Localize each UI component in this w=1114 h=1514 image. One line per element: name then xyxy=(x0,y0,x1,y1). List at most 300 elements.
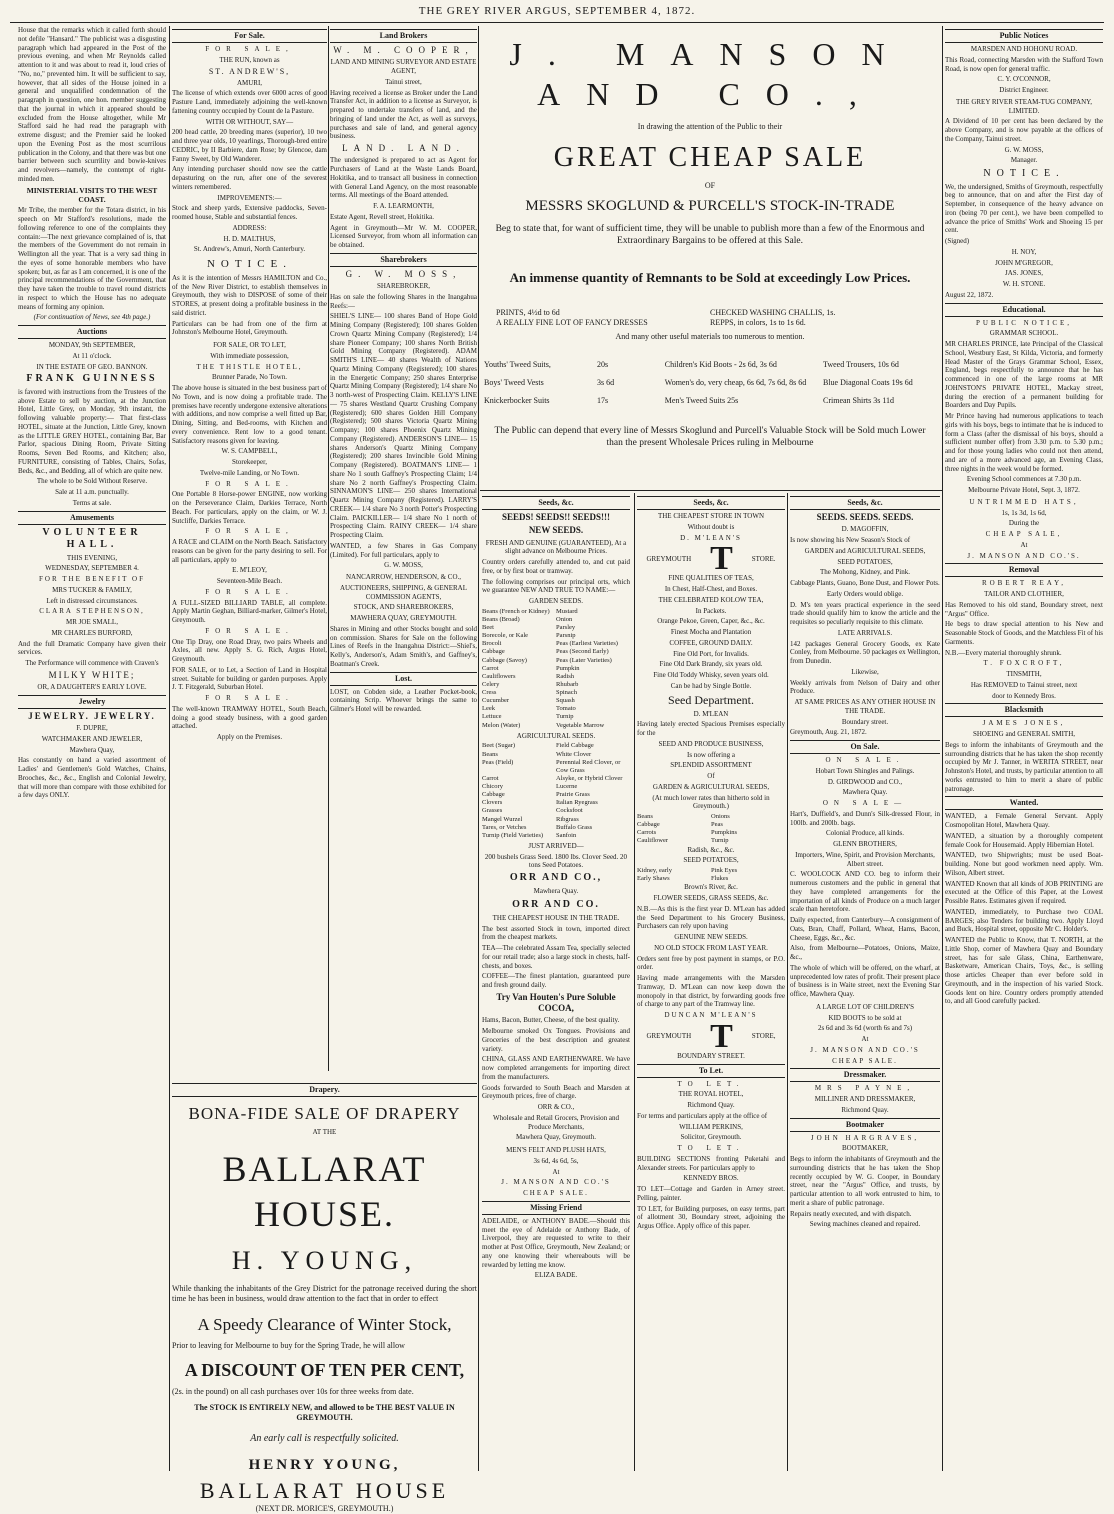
improvements: IMPROVEMENTS:— xyxy=(217,193,282,202)
garden-seed-item: Peas (Second Early) xyxy=(556,648,609,656)
kolow: THE CELEBRATED KOLOW TEA, xyxy=(658,595,764,604)
garden-seed-item: Beans (French or Kidney) xyxy=(482,607,550,615)
garden-seed-item: Cabbage (Savoy) xyxy=(482,656,527,664)
offering: Is now offering a xyxy=(687,750,735,759)
engineer: District Engineer. xyxy=(999,86,1049,94)
canterbury: Daily expected, from Canterbury—A consignment of Oats, Bran, Chaff, Pollard, Wheat, Hams, Bacon, Cheese, Eggs, &c., &c. xyxy=(790,916,940,942)
speedy-clearance: A Speedy Clearance of Winter Stock, xyxy=(197,1314,452,1334)
address: ADDRESS: xyxy=(232,223,267,232)
fine-lot: A REALLY FINE LOT OF FANCY DRESSES xyxy=(496,317,648,327)
garden-seed-item: Pumpkin xyxy=(556,664,580,672)
auctioneer-name: FRANK GUINNESS xyxy=(26,373,158,385)
section-drapery: Drapery. xyxy=(172,1083,477,1097)
garden-seed-item: Beet xyxy=(482,624,494,631)
browns: Brown's River, &c. xyxy=(684,883,738,892)
flower: FLOWER SEEDS, GRASS SEEDS, &c. xyxy=(653,894,769,902)
mocha: Finest Mocha and Plantation xyxy=(670,628,752,636)
manager: Manager. xyxy=(1010,156,1038,165)
shares-list: SHIEL'S LINE— 100 shares Band of Hope Gold Mining Company (Registered); 100 shares Golden Crown Quartz Mining Company (Registered); 1/4 share Pioneer Company; 100 shares North British Gold Mining Company (Registered). ADAM SMITH'S LINE— 40 shares Wealth of Nations Quartz Mining Company (Registered); 100 shares in the Energetic Company; 250 shares Enterprise Quartz Mining Company (Registered); 1/4 share No 3 north-west of Prospecting Claim. KELLY'S LINE— 75 shares Westland Quartz Crushing Company (Registered); 600 shares Golden Hill Company (Registered); 500 shares Victoria Quartz Mining Company; 100 shares Phoenix Quartz Mining Company (Registered). ANDERSON'S LINE— 15 shares Anderson's Quartz Mining Company (Registered); 200 shares Invincible Gold Mining Company (Registered). BOATMAN'S LINE— 1 share No 1 south Gaffney's Prospecting Claim; 1/4 share No 2 north Gaffney's Prospecting Claim. SINNAMON'S LINE— 250 shares International Quartz Mining Company (Registered). LARRY'S CREEK— 1/4 share No 3 north Potter's Prospecting Claim. PAICKILLER— 1/4 share No 1 north of Prospecting Claim. RAINY CREEK— 1/4 share Prospecting Claim. xyxy=(330,312,477,539)
list-intro: The following comprises our principal orts, which we guarantee NEW AND TRUE TO NAME:— xyxy=(482,577,630,595)
store: STORE. xyxy=(751,554,776,563)
h-young: H. YOUNG, xyxy=(231,1246,418,1275)
malthus: H. D. MALTHUS, xyxy=(223,234,276,243)
public-line: The Public can depend that every line of Messrs Skoglund and Purcell's Valuable Stock will be Sold much Lower than the present Wholesale Prices ruling in Melbourne xyxy=(494,425,926,448)
duncan-store-row xyxy=(637,1017,785,1055)
colonial: Colonial Produce, all kinds. xyxy=(826,829,904,838)
milliner: MILLINER AND DRESSMAKER, xyxy=(814,1095,916,1103)
hats5-prices: 1s, 1s 3d, 1s 6d, xyxy=(1001,508,1047,517)
hats-manson: J. MANSON AND CO.'S xyxy=(501,1178,611,1187)
price-cell: Blue Diagonal Coats 19s 6d xyxy=(823,377,913,387)
section-to-let: To Let. xyxy=(637,1064,785,1078)
run-amuri: AMURI, xyxy=(236,78,263,87)
garden-seed-item: Squash xyxy=(556,697,575,705)
payne: MRS PAYNE, xyxy=(814,1084,916,1093)
section-jewelry: Jewelry xyxy=(18,695,166,709)
stock-new: The STOCK IS ENTIRELY NEW, and allowed to be THE BEST VALUE IN GREYMOUTH. xyxy=(194,1403,455,1423)
at5: At xyxy=(1020,540,1028,549)
dgreymouth: GREYMOUTH xyxy=(646,1032,692,1041)
oconnor: C. Y. O'CONNOR, xyxy=(997,75,1051,84)
tinsmith: TINSMITH, xyxy=(1006,670,1042,678)
mawhera: Mawhera Quay, xyxy=(69,745,115,754)
goods: Goods forwarded to South Beach and Marsden at Greymouth prices, free of charge. xyxy=(482,1083,630,1101)
wanted-ad: WANTED Known that all kinds of JOB PRINTING are executed at the Office of this Paper, at the Lowest Possible Rates. Estimates given if required. xyxy=(945,879,1103,905)
arrivals: LATE ARRIVALS. xyxy=(837,628,893,637)
section-wanted: Wanted. xyxy=(945,796,1103,810)
reay: ROBERT REAY, xyxy=(981,579,1067,588)
garden-seed-item: Carrot xyxy=(482,664,499,672)
run-stock: 200 head cattle, 20 breeding mares (superior), 10 two and three year olds, 10 yearlings, Thorough-bred entire CEDRIC, by II Barbiere, dam Rose; by Glencoe, dam Fanny Sweet, by Old Wanderer. xyxy=(172,128,327,163)
garden-seed-item: Onion xyxy=(556,615,573,623)
orr2-title: ORR AND CO. xyxy=(512,899,600,911)
orr3-addr: Mawhera Quay, Greymouth. xyxy=(515,1133,597,1142)
nancarrow-body: Shares in Mining and other Stocks bought and sold on commission. Shares for Sale on the following Lines of Reefs in the Inangahua District:—Shiel's, Kelly's, Anderson's, Adam Smith's, and Gaffney's, Boatman's Creek. xyxy=(330,624,477,668)
learmonth: F. A. LEARMONTH, xyxy=(373,202,434,210)
seeds3-title: SEEDS. SEEDS. SEEDS. xyxy=(816,512,914,522)
hart: Hart's, Duffield's, and Dunn's Silk-dressed Flour, in 100lb. and 200lb. bags. xyxy=(790,809,940,827)
tailor: TAILOR AND CLOTHIER, xyxy=(984,590,1064,598)
seed-dept: Seed Department. xyxy=(668,692,754,707)
duncan: DUNCAN M'LEAN'S xyxy=(664,1011,758,1019)
benefit: FOR THE BENEFIT OF xyxy=(39,575,145,583)
tram-apply: Apply on the Premises. xyxy=(216,733,283,741)
nancarrow-title: NANCARROW, HENDERSON, & CO., xyxy=(345,573,462,581)
garden-seed-item: Cabbage xyxy=(482,648,505,656)
showing: Is now showing his New Season's Stock of xyxy=(790,536,911,544)
date3: Greymouth, Aug. 21, 1872. xyxy=(790,728,867,737)
tram-body: The well-known TRAMWAY HOTEL, South Beach, doing a good steady business, with a good garden attached. xyxy=(172,704,327,731)
column-public-notices xyxy=(945,26,1103,1471)
agri-seed-item: Buffalo Grass xyxy=(556,823,593,831)
door: door to Kennedy Bros. xyxy=(992,691,1056,700)
dray-title: FOR SALE. xyxy=(205,626,294,635)
perkins: WILLIAM PERKINS, xyxy=(679,1122,743,1131)
agri-seed-item: Peas (Field) xyxy=(482,758,514,766)
boundary3: Boundary street. xyxy=(841,717,889,726)
garden-seed-item: Vegetable Marrow xyxy=(556,721,605,729)
splendid: SPLENDID ASSORTMENT xyxy=(670,761,752,770)
price-cell: Crimean Shirts 3s 11d xyxy=(823,395,895,405)
price-cell: Boys' Tweed Vests xyxy=(484,377,544,387)
veg-seed-item: Pumpkins xyxy=(711,829,738,837)
boots: KID BOOTS to be sold at xyxy=(828,1013,902,1022)
garden-seed-item: Turnip xyxy=(556,713,574,721)
seeds-title: SEEDS! SEEDS!! SEEDS!!! xyxy=(501,512,611,522)
woolcock: C. WOOLCOCK AND CO. beg to inform their numerous customers and the public in general that they have completed arrangements for the importation of all kinds of Produce on a much larger scale than heretofore. xyxy=(790,870,940,914)
auction-estate: IN THE ESTATE OF GEO. BANNON. xyxy=(36,362,148,371)
agri-seed-item: Cabbage xyxy=(482,791,505,799)
brandy: Fine Old Dark Brandy, six years old. xyxy=(659,660,763,669)
veg-seed-item: Beans xyxy=(637,813,653,820)
auction-note: The whole to be Sold Without Reserve. xyxy=(36,477,148,486)
price-cell: Children's Kid Boots - 2s 6d, 3s 6d xyxy=(664,359,777,369)
garden-seed-item: Brocoli xyxy=(482,640,502,648)
masthead-rule xyxy=(10,22,1104,23)
evening: Evening School commences at 7.30 p.m. xyxy=(966,475,1082,484)
skoglund-title: MESSRS SKOGLUND & PURCELL'S STOCK-IN-TRADE xyxy=(525,198,895,214)
build-title: TO LET. xyxy=(677,1144,745,1152)
agri-seed-item: Chicory xyxy=(482,783,503,790)
agri-seed-item: Italian Ryegrass xyxy=(556,799,598,807)
hart-title: ON SALE— xyxy=(822,799,908,807)
agri-seed-item: Tares, or Vetches xyxy=(482,823,527,831)
wanted-ad: WANTED, a Female General Servant. Apply Cosmopolitan Hotel, Mawhera Quay. xyxy=(945,812,1103,829)
garden-seed-item: Radish xyxy=(556,672,575,680)
cabbage: Cabbage Plants, Guano, Bone Dust, and Flower Pots. xyxy=(790,579,940,587)
prince2: Mr Prince having had numerous applications to teach girls with his boys, begs to intimate that he is induced to form a Class (after the dismissal of his boys, should a sufficient number offer) from 3.30 p.m. to 5.30 p.m.; and for those young ladies who could not then attend, and are of a more advanced age, an Evening Class, three nights in the week would be formed. xyxy=(945,412,1103,473)
nb: N.B.—As this is the first year D. M'Lean has added the Seed Department to his Grocery Business, Purchasers can rely upon having xyxy=(637,904,785,931)
moss-title: G. W. MOSS, xyxy=(345,268,462,279)
column-seeds-mlean xyxy=(637,493,785,1471)
boots-title: A LARGE LOT OF CHILDREN'S xyxy=(816,1002,914,1011)
potato-item: Kidney, early xyxy=(637,867,672,874)
port: Fine Old Port, for Invalids. xyxy=(673,649,749,658)
run-title: FOR SALE, xyxy=(205,45,294,53)
thistle-body: The above house is situated in the best business part of No Town, and is now doing a profitable trade. The premises have recently undergone extensive alterations with additions, and now comprise a well fitted up Bar, Dining, Sitting, and Bed-rooms, with Kitchen and every convenience. Rent low to a good tenant. Satisfactory reasons given for leaving. xyxy=(172,384,327,445)
jones: JAMES JONES, xyxy=(982,719,1066,728)
boots-manson: J. MANSON AND CO.'S xyxy=(810,1045,920,1054)
steam: THE GREY RIVER STEAM-TUG COMPANY, LIMITED. xyxy=(955,97,1093,115)
perkins-title: Solicitor, Greymouth. xyxy=(680,1133,742,1142)
thistle-addr: Brunner Parade, No Town. xyxy=(211,373,287,382)
agri-seed-item: White Clover xyxy=(556,750,592,758)
same-prices: AT SAME PRICES AS ANY OTHER HOUSE IN THE TRADE. xyxy=(794,698,936,715)
wanted-ad: WANTED, immediately, to Purchase two COAL BARGES; also Tenders for building two. Apply Lloyd and Buck, Hospital street, opposite Mr C. Holder's. xyxy=(945,907,1103,934)
mleoy: E. M'LEOY, xyxy=(232,566,267,575)
signed: (Signed) xyxy=(945,237,970,245)
dray-body: One Tip Dray, one Road Dray, two pairs Wheels and Axles, all new. Apply S. G. Rich, Argus Hotel, Greymouth. xyxy=(172,637,327,663)
column-news xyxy=(18,26,166,1471)
section-lost: Lost. xyxy=(330,672,477,686)
garden-seed-item: Parsnip xyxy=(556,632,576,640)
moss-intro: Has on sale the following Shares in the Inangahua Reefs:— xyxy=(330,292,477,310)
column-rule xyxy=(634,493,635,1471)
hats-prices: 3s 6d, 4s 6d, 5s, xyxy=(533,1156,579,1165)
hats-title: MEN'S FELT AND PLUSH HATS, xyxy=(506,1146,606,1155)
road: This Road, connecting Marsden with the Stafford Town Road, is now open for general traffic. xyxy=(945,55,1103,73)
teas: FINE QUALITIES OF TEAS, xyxy=(668,574,754,583)
engine-body: One Portable 8 Horse-power ENGINE, now working on the Perseverance Claim, Darkies Terrace, North Beach. For particulars, apply on the claim, or W. J. Sutcliffe, Darkies Terrace. xyxy=(172,490,327,525)
manson-title: J. MANSON AND CO., xyxy=(509,36,911,112)
tramway: Having made arrangements with the Marsden Tramway, D. M'Lean can now keep down the monopoly in that district, by forwarding goods free of charge to any part of the Tramway line. xyxy=(637,974,785,1009)
section-seeds: Seeds, &c. xyxy=(637,496,785,510)
veg-seed-item: Turnip xyxy=(711,837,729,845)
billiard-title: FOR SALE. xyxy=(205,587,294,596)
column-rule xyxy=(328,26,329,1071)
china: CHINA, GLASS AND EARTHENWARE. We have now completed arrangements for importing direct from the manufacturers. xyxy=(482,1055,630,1081)
garden-seed-item: Parsley xyxy=(556,624,576,631)
hobart: Hobart Town Shingles and Palings. xyxy=(815,766,915,775)
orr-co: ORR & CO., xyxy=(537,1103,575,1112)
burford: MR CHARLES BURFORD, xyxy=(51,628,133,637)
section-on-sale: On Sale. xyxy=(790,740,940,754)
signatory: H. NOY, xyxy=(1011,247,1037,256)
section-public-notices: Public Notices xyxy=(945,29,1103,43)
moss-wanted: WANTED, a few Shares in Gas Company (Limited). For full particulars, apply to xyxy=(330,541,477,559)
signatory: JOHN M'GREGOR, xyxy=(995,258,1053,267)
boots-at: At xyxy=(861,1035,869,1043)
kennedy: KENNEDY BROS. xyxy=(683,1174,739,1183)
column-seeds-orr xyxy=(482,493,630,1471)
hargraves-title: BOOTMAKER, xyxy=(841,1144,889,1153)
whisky: Fine Old Toddy Whisky, seven years old. xyxy=(653,671,769,679)
section-auctions: Auctions xyxy=(18,325,166,339)
notice-particulars: Particulars can be had from one of the firm at Johnston's Melbourne Hotel, Greymouth. xyxy=(172,319,327,337)
signatory: W. H. STONE. xyxy=(1002,280,1046,288)
glenn-sub: Importers, Wine, Spirit, and Provision Merchants, Albert street. xyxy=(795,850,935,868)
wednesday: WEDNESDAY, SEPTEMBER 4. xyxy=(45,564,139,573)
learmonth-addr: Estate Agent, Revell street, Hokitika. xyxy=(330,212,435,221)
joe-small: MR JOE SMALL, xyxy=(66,618,118,626)
campbell-addr: Twelve-mile Landing, or No Town. xyxy=(199,468,300,477)
potato-item: Early Shaws xyxy=(637,875,670,883)
garden-seed-item: Melon (Water) xyxy=(482,721,521,729)
garden-seeds: GARDEN SEEDS. xyxy=(528,597,584,605)
dramatic: And the full Dramatic Company have given their services. xyxy=(18,639,166,657)
gmoss: G. W. MOSS, xyxy=(1004,145,1044,154)
performance: The Performance will commence with Craven's xyxy=(25,659,159,667)
garden-seed-item: Leek xyxy=(482,705,495,713)
hotel: Melbourne Private Hotel, Sept. 3, 1872. xyxy=(968,486,1080,494)
section-land-brokers: Land Brokers xyxy=(330,29,477,43)
cheapest-store: THE CHEAPEST STORE IN TOWN xyxy=(657,512,765,520)
tee-glyph: T xyxy=(710,540,733,578)
auction-terms: Terms at sale. xyxy=(72,498,112,507)
tram-title: FOR SALE. xyxy=(205,694,294,702)
clara: CLARA STEPHENSON, xyxy=(39,607,145,616)
garden3: GARDEN and AGRICULTURAL SEEDS, xyxy=(804,546,926,555)
section-amusements: Amusements xyxy=(18,511,166,525)
daughter: OR, A DAUGHTER'S EARLY LOVE. xyxy=(37,683,147,691)
race-body: A RACE and CLAIM on the North Beach. Satisfactory reasons can be given for the party desiring to sell. For all particulars, apply to xyxy=(172,538,327,564)
nancarrow-sub: AUCTIONEERS, SHIPPING, & GENERAL COMMISSION AGENTS, xyxy=(340,583,467,601)
veg-seed-item: Cauliflower xyxy=(637,837,669,845)
onsale-title: ON SALE. xyxy=(825,756,905,764)
tainui: Has REMOVED to Tainui street, next xyxy=(970,680,1078,689)
henry-young: HENRY YOUNG, xyxy=(248,1456,401,1473)
price-cell: Men's Tweed Suits 25s xyxy=(664,395,739,405)
wholesale: Wholesale and Retail Grocers, Provision and Produce Merchants, xyxy=(493,1113,619,1131)
garden-seed-item: Spinach xyxy=(556,689,577,696)
potato-item: Flukes xyxy=(711,875,729,883)
drapery-advertisement xyxy=(172,1080,477,1514)
column-brokers xyxy=(330,26,477,1076)
column-rule xyxy=(942,26,943,1471)
continuation-note: (For continuation of News, see 4th page.) xyxy=(33,313,151,322)
section-seeds: Seeds, &c. xyxy=(790,496,940,510)
price-cell: Women's do, very cheap, 6s 6d, 7s 6d, 8s 6d xyxy=(664,377,807,387)
of: Of xyxy=(707,772,715,780)
wanted-ad: WANTED the Public to Know, that T. NORTH, at the Little Shop, corner of Mawhera Quay and Boundary street, has for sale Glass, China, Earthenware, Basketware, American Chairs, Toys, &c., is selling those articles Cheaper than ever before sold in Greymouth, and in the inspection of his varied Stock. Goods lent on hire. Country orders promptly attended to, and all Good carefully packed. xyxy=(945,936,1103,1006)
garden-seed-item: Lettuce xyxy=(482,713,502,721)
coffee-daily: COFFEE, GROUND DAILY. xyxy=(669,638,753,647)
royal-terms: For terms and particulars apply at the office of xyxy=(637,1111,768,1120)
repps-price: REPPS, in colors, 1s to 1s 6d. xyxy=(710,317,806,327)
hams: Hams, Bacon, Butter, Cheese, of the best quality. xyxy=(482,1016,620,1025)
moss-sub: SHAREBROKER, xyxy=(376,282,431,290)
garden-seed-item: Borecole, or Kale xyxy=(482,632,529,640)
engine-title: FOR SALE. xyxy=(205,479,294,488)
veg-seed-item: Onions xyxy=(711,813,730,820)
potato-item: Pink Eyes xyxy=(711,867,738,874)
girdwood: D. GIRDWOOD and CO., xyxy=(827,777,903,786)
cooper-addr: Tainui street, xyxy=(385,77,422,86)
new-seeds: NEW SEEDS. xyxy=(528,525,584,536)
garden-seed-item: Cucumber xyxy=(482,697,510,705)
prints-price: PRINTS, 4½d to 6d xyxy=(496,307,560,317)
boots-prices: 2s 6d and 3s 6d (worth 6s and 7s) xyxy=(817,1024,913,1033)
genuine: GENUINE NEW SEEDS. xyxy=(674,933,748,941)
agri-seed-item: Carrot xyxy=(482,774,499,782)
cheapest: THE CHEAPEST HOUSE IN THE TRADE. xyxy=(492,913,620,922)
section-body: FOR SALE, or to Let, a Section of Land in Hospital street. Suitable for building or garden purposes. Apply J. T. Fitzgerald, Suburban Hotel. xyxy=(172,665,327,692)
watchmaker: WATCHMAKER AND JEWELER, xyxy=(41,734,143,743)
auction-body: is favored with instructions from the Trustees of the above Estate to sell by auction, at the Junction Hotel, Little Grey, on Monday, 9th instant, the following valuable property:— That first-class HOTEL, situate at the Junction, Little Grey, known as the LITTLE GREY HOTEL, containing Bar, Bar Parlor, spacious Dining Room, Private Sitting Rooms, Seven Bed Rooms, and Kitchen; also, FURNITURE, consisting of Tables, Chairs, Sofas, Beds, &c., and Bedding, all of which are quite new. xyxy=(18,387,166,475)
greymouth-store-row xyxy=(637,540,785,578)
column-rule xyxy=(787,493,788,1471)
agri-seed-item: Field Cabbage xyxy=(556,742,594,750)
mlean: D. M'LEAN'S xyxy=(680,533,742,542)
mohong: The Mohong, Kidney, and Pink. xyxy=(820,568,910,577)
van-houten: Try Van Houten's Pure Soluble COCOA, xyxy=(496,991,616,1014)
remnants-line: An immense quantity of Remnants to be Sold at exceedingly Low Prices. xyxy=(509,269,911,285)
early-orders: Early Orders would oblige. xyxy=(826,589,904,598)
many-other: And many other useful materials too numerous to mention. xyxy=(615,331,805,341)
grammar: GRAMMAR SCHOOL. xyxy=(989,329,1059,338)
agri-seed-item: Grasses xyxy=(482,807,503,815)
shoeing: SHOEING and GENERAL SMITH, xyxy=(972,730,1075,738)
price-cell: 17s xyxy=(597,395,609,405)
best: The best assorted Stock in town, imported direct from the cheapest markets. xyxy=(482,924,630,942)
garden-seed-item: Beans (Broad) xyxy=(482,615,520,623)
seed-mlean: D. M'LEAN xyxy=(693,709,729,718)
auction-time: At 11 o'clock. xyxy=(72,351,112,360)
repairs: Repairs neatly executed, and with dispatch. xyxy=(790,1209,912,1218)
nancarrow-stock: STOCK, AND SHAREBROKERS, xyxy=(353,603,454,612)
checked-price: CHECKED WASHING CHALLIS, 1s. xyxy=(710,307,836,317)
column-rule xyxy=(478,26,479,1471)
no-old: NO OLD STOCK FROM LAST YEAR. xyxy=(654,943,768,952)
reay-body: He begs to draw special attention to his New and Seasonable Stock of Goods, and the Matchless Fit of his Garments. xyxy=(945,620,1103,646)
potato-list xyxy=(637,867,785,883)
column-for-sale xyxy=(172,26,327,1076)
garden-seed-item: Mustard xyxy=(556,607,578,615)
packets: In Packets. xyxy=(695,606,727,615)
smiths: We, the undersigned, Smiths of Greymouth, respectfully beg to announce, that on and after the First day of September, in consequence of the heavy advance on iron (being 70 per cent.), we have been compelled to advance the price of Smiths' Work and Shoeing 15 per cent. xyxy=(945,182,1103,235)
boundary: BOUNDARY STREET. xyxy=(677,1051,745,1060)
garden-list xyxy=(482,608,630,730)
likewise: Likewise, xyxy=(851,667,879,676)
lost-body: LOST, on Cobden side, a Leather Pocket-book, containing Scrip. Whoever brings the same to Gilmer's Hotel will be rewarded. xyxy=(330,687,477,713)
cooper-sub: LAND AND MINING SURVEYOR AND ESTATE AGENT, xyxy=(330,58,477,75)
garden-seed-item: Cress xyxy=(482,689,497,696)
garden-seed-item: Celery xyxy=(482,680,500,688)
garden-seed-item: Peas (Later Varieties) xyxy=(556,656,612,664)
billiard-body: A FULL-SIZED BILLIARD TABLE, all complete. Apply Martin Geghan, Billiard-marker, Gilmer's Hotel, Greymouth. xyxy=(172,598,327,624)
moss-sig: G. W. MOSS, xyxy=(384,561,423,570)
glenn: GLENN BROTHERS, xyxy=(833,840,897,848)
agri-seeds: AGRICULTURAL SEEDS. xyxy=(516,731,596,740)
magoffin: D. MAGOFFIN, xyxy=(841,525,889,534)
agri-seed-item: Lucerne xyxy=(556,783,578,790)
this-evening: THIS EVENING, xyxy=(66,553,118,562)
column-rule xyxy=(169,26,170,1471)
ballarat-house: BALLARAT HOUSE. xyxy=(222,1149,427,1234)
radish: Radish, &c., &c. xyxy=(687,845,735,854)
wanted-ad: WANTED, two Shipwrights; must be used Boat-building. None but good workmen need apply. Wm. Wilson, Albert street. xyxy=(945,851,1103,877)
race-title: FOR SALE, xyxy=(205,527,294,536)
agri-seed-item: Beans xyxy=(482,750,498,758)
build-body: BUILDING SECTIONS fronting Puketahi and Alexander streets. For particulars apply to xyxy=(637,1154,785,1172)
section-educational: Educational. xyxy=(945,303,1103,317)
garden-seed-item: Cauliflowers xyxy=(482,672,516,680)
learmonth-agent: Agent in Greymouth—Mr W. M. COOPER, Licensed Surveyor, from whom all information can be obtained. xyxy=(330,223,477,249)
price-table xyxy=(484,360,936,406)
thistle-name: THE THISTLE HOTEL, xyxy=(196,362,303,371)
section-for-sale: For Sale. xyxy=(172,29,327,43)
notice5-title: NOTICE. xyxy=(983,168,1065,179)
sewing: Sewing machines cleaned and repaired. xyxy=(809,1220,921,1229)
price-cell: 3s 6d xyxy=(597,377,615,387)
section-bootmaker: Bootmaker xyxy=(790,1118,940,1132)
public-notice: PUBLIC NOTICE, xyxy=(975,318,1073,327)
agri-seed-item: Beet (Sugar) xyxy=(482,742,516,750)
ballarat-house-footer: BALLARAT HOUSE xyxy=(199,1477,450,1503)
agri-seed-item: Perennial Red Clover, or Cow Grass xyxy=(556,758,621,774)
thistle-title: FOR SALE, OR TO LET, xyxy=(213,341,286,349)
hats-at: At xyxy=(552,1167,560,1176)
price-cell: 20s xyxy=(597,359,609,369)
orders-post: Orders sent free by post payment in stamps, or P.O. order. xyxy=(637,954,785,972)
cooper-title: W. M. COOPER, xyxy=(333,45,474,55)
aug: August 22, 1872. xyxy=(945,290,994,299)
cheap5: CHEAP SALE, xyxy=(985,530,1063,538)
reay-nb: N.B.—Every material thoroughly shrunk. xyxy=(945,648,1062,657)
prior: Prior to leaving for Melbourne to buy for the Spring Trade, he will allow xyxy=(172,1340,405,1350)
removed: Has Removed to his old stand, Boundary street, next "Argus" Office. xyxy=(945,600,1103,618)
jewelry-body: Has constantly on hand a varied assortment of Ladies' and Gentlemen's Gold Watches, Chains, Brooches, &c., &c., English and Colonial Jewelry, that will more than compare with those exhibited for a few days ONLY. xyxy=(18,756,166,800)
masthead: THE GREY RIVER ARGUS, SEPTEMBER 4, 1872. xyxy=(418,5,696,17)
manson-beg: Beg to state that, for want of sufficient time, they will be unable to publish more than a few of the Enormous and Extraordinary Bargains to be offered at this Sale. xyxy=(495,223,925,246)
section-seeds: Seeds, &c. xyxy=(482,496,630,510)
malthus-addr: St. Andrew's, Amuri, North Canterbury. xyxy=(193,245,306,254)
campbell-title: Storekeeper, xyxy=(232,458,267,466)
orr: ORR AND CO., xyxy=(509,872,603,884)
thanks: While thanking the inhabitants of the Grey District for the patronage received during the short time he has been in business, would draw attention to the fact that in order to effect xyxy=(172,1283,477,1303)
auction-date: MONDAY, 9th SEPTEMBER, xyxy=(48,341,136,349)
agri-list xyxy=(482,742,630,840)
